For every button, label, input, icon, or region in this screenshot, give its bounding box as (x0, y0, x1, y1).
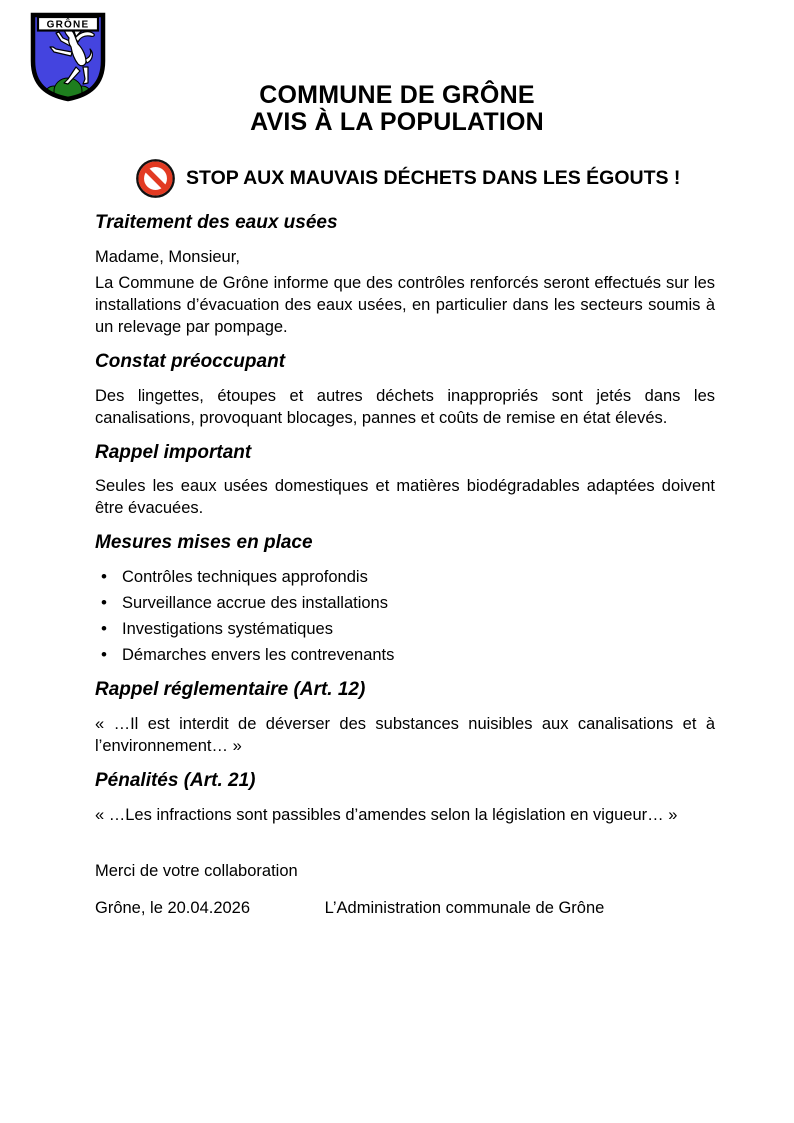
section-constat (95, 350, 715, 429)
alert-text: STOP AUX MAUVAIS DÉCHETS DANS LES ÉGOUTS ! (186, 167, 681, 189)
bullet-item: • Démarches envers les contrevenants (101, 644, 715, 666)
section-heading: Traitement des eaux usées (95, 212, 338, 233)
section-heading: Rappel réglementaire (Art. 12) (95, 679, 366, 700)
section-heading: Constat préoccupant (95, 350, 286, 372)
section-reglementaire (95, 678, 715, 757)
section-heading: Pénalités (Art. 21) (95, 769, 256, 791)
paragraph: La Commune de Grône informe que des contrôles renforcés seront effectués sur les installations d’évacuation des eaux usées, en particulier dans les secteurs soumis à un relevage par pompage. (95, 273, 715, 336)
closing-thanks: Merci de votre collaboration (95, 861, 298, 880)
paragraph: Seules les eaux usées domestiques et matières biodégradables adaptées doivent être évacuées. (95, 477, 715, 518)
section-traitement (95, 211, 715, 338)
section-heading: Mesures mises en place (95, 532, 313, 554)
section-mesures (95, 531, 715, 666)
no-entry-icon (135, 158, 176, 199)
page-title (0, 82, 794, 135)
commune-crest (28, 11, 108, 103)
section-rappel-important (95, 441, 715, 520)
title-line-2: AVIS À LA POPULATION (250, 107, 544, 136)
quote-paragraph: « …Il est interdit de déverser des substances nuisibles aux canalisations et à l’environnement… » (95, 714, 715, 755)
closing-signature: L’Administration communale de Grône (324, 898, 605, 917)
bullet-item: • Surveillance accrue des installations (101, 592, 715, 614)
title-line-1: COMMUNE DE GRÔNE (259, 81, 535, 109)
closing-place-date: Grône, le 20.04.2026 (95, 898, 251, 917)
paragraph: Des lingettes, étoupes et autres déchets inappropriés sont jetés dans les canalisations, provoquant blocages, pannes et coûts de remise en état élevés. (95, 386, 715, 427)
quote-paragraph: « …Les infractions sont passibles d’amendes selon la législation en vigueur… » (95, 805, 678, 824)
section-penalites (95, 769, 715, 826)
alert-banner (135, 158, 715, 199)
closing-dateline (95, 897, 715, 919)
section-heading: Rappel important (95, 441, 252, 463)
crest-banner-label: GRÔNE (46, 19, 90, 31)
measures-list (95, 566, 715, 666)
bullet-item: • Investigations systématiques (101, 618, 715, 640)
paragraph-salutation: Madame, Monsieur, (95, 247, 240, 266)
bullet-item: • Contrôles techniques approfondis (101, 566, 715, 588)
document-body (0, 158, 794, 919)
